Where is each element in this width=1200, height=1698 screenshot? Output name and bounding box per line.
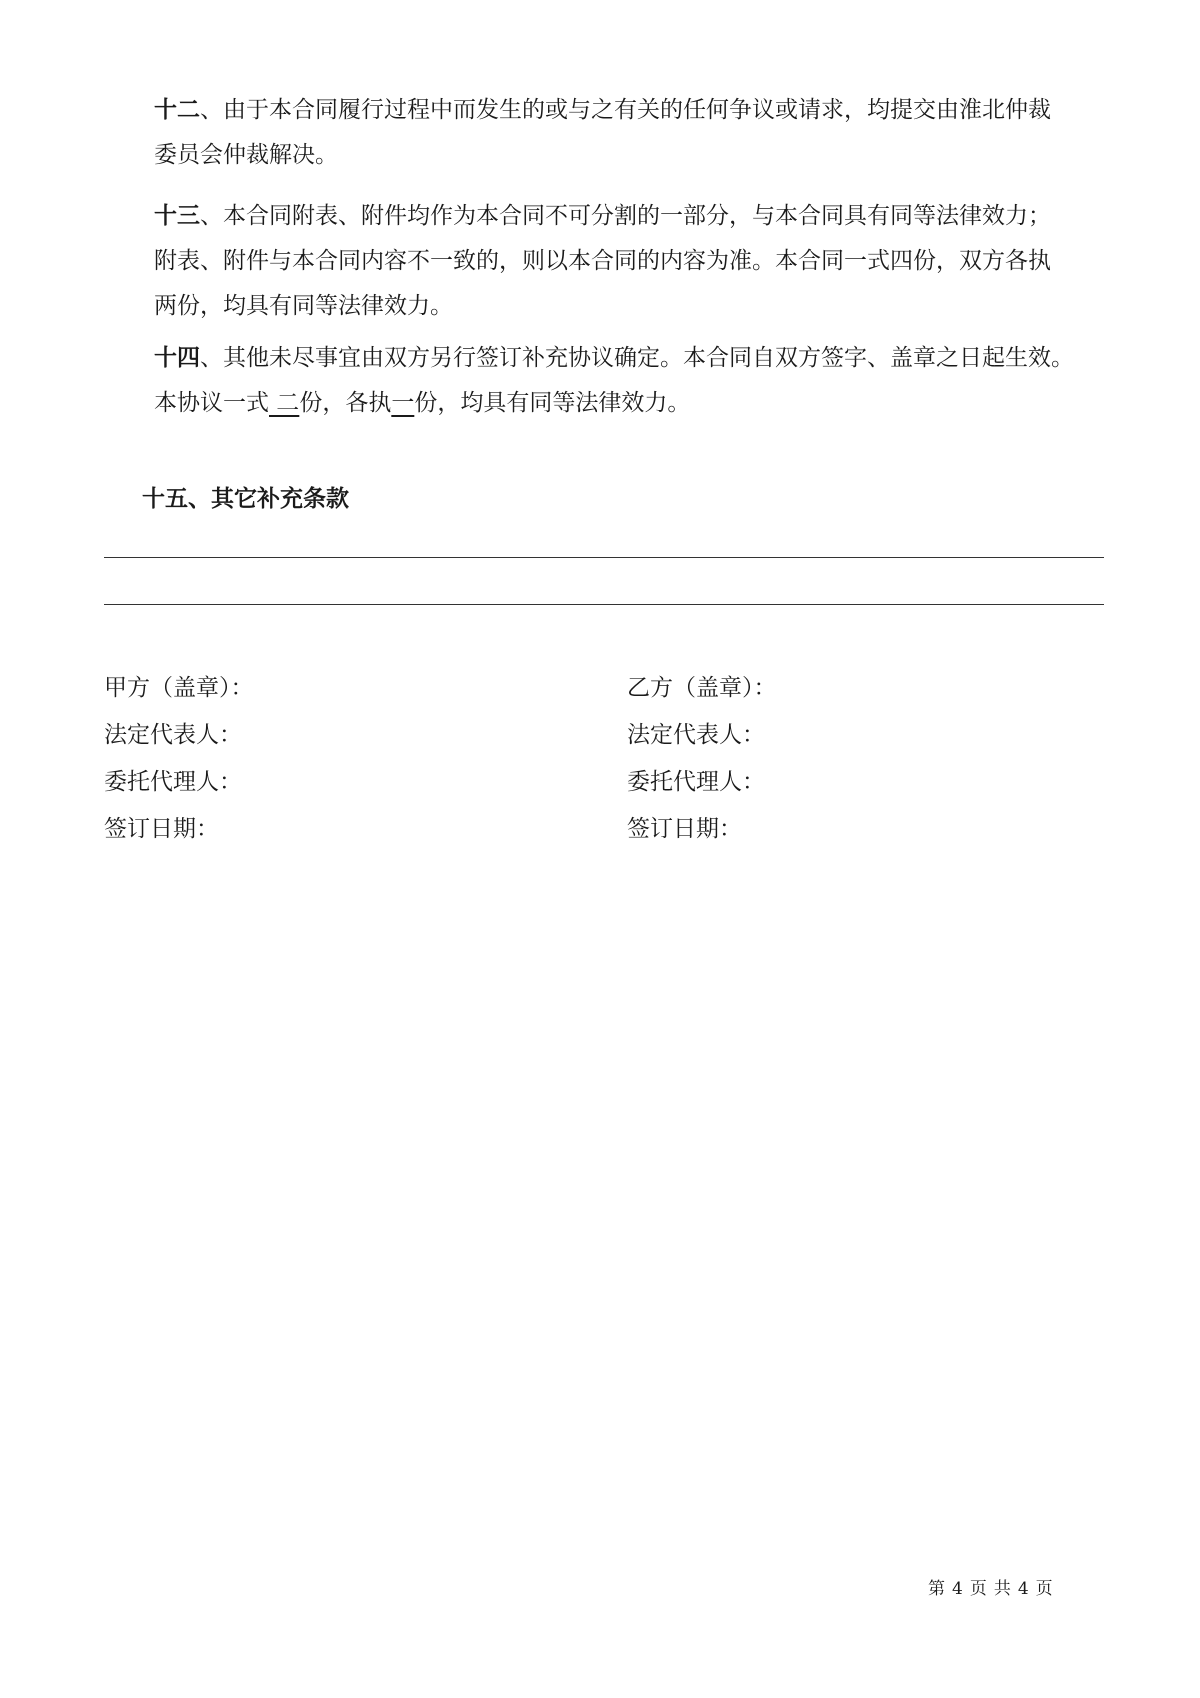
party-b-signature-block bbox=[627, 665, 777, 853]
supplement-line-2 bbox=[104, 604, 1104, 605]
clause-12 bbox=[154, 87, 1104, 178]
clause-14 bbox=[154, 335, 1104, 426]
section-15-title: 十五、其它补充条款 bbox=[142, 485, 349, 512]
clause-13-text-end: 两份，均具有同等法律效力。 bbox=[154, 293, 453, 319]
clause-13 bbox=[154, 193, 1104, 329]
clause-12-lead: 十二 bbox=[154, 96, 200, 123]
clause-13-text: 、本合同附表、附件均作为本合同不可分割的一部分，与本合同具有同等法律效力； bbox=[200, 203, 1051, 229]
current-page-number: 4 bbox=[952, 1579, 963, 1599]
party-b-date-label: 签订日期： bbox=[627, 816, 742, 842]
copies-effect-text: 份，均具有同等法律效力。 bbox=[414, 390, 691, 416]
footer-word-di: 第 bbox=[928, 1579, 945, 1599]
party-a-agent-label: 委托代理人： bbox=[104, 769, 242, 795]
copies-each-text: 份，各执 bbox=[299, 390, 392, 416]
clause-13-lead: 十三 bbox=[154, 202, 200, 229]
party-a-seal-label: 甲方（盖章）： bbox=[104, 675, 254, 701]
clause-14-text: 、其他未尽事宜由双方另行签订补充协议确定。本合同自双方签字、盖章之日起生效。 bbox=[200, 345, 1074, 371]
party-a-signature-block bbox=[104, 665, 254, 853]
supplement-line-1 bbox=[104, 557, 1104, 558]
clause-12-text-cont: 委员会仲裁解决。 bbox=[154, 142, 338, 168]
footer-word-ye: 页 bbox=[969, 1579, 987, 1599]
party-b-seal-label: 乙方（盖章）： bbox=[627, 675, 777, 701]
party-b-agent-label: 委托代理人： bbox=[627, 769, 765, 795]
copies-total-blank: 二 bbox=[269, 390, 300, 416]
party-a-legal-rep-label: 法定代表人： bbox=[104, 722, 242, 748]
page-number-footer bbox=[928, 1574, 1060, 1599]
party-b-legal-rep-label: 法定代表人： bbox=[627, 722, 765, 748]
footer-word-gong: 共 bbox=[993, 1579, 1011, 1599]
clause-14-lead: 十四 bbox=[154, 344, 200, 371]
clause-13-text-cont: 附表、附件与本合同内容不一致的，则以本合同的内容为准。本合同一式四份，双方各执 bbox=[154, 248, 1051, 274]
copies-text: 本协议一式 bbox=[154, 390, 269, 416]
total-pages-number: 4 bbox=[1017, 1579, 1029, 1599]
footer-word-ye-2: 页 bbox=[1035, 1579, 1053, 1599]
clause-12-text: 、由于本合同履行过程中而发生的或与之有关的任何争议或请求，均提交由淮北仲裁 bbox=[200, 97, 1051, 123]
party-a-date-label: 签订日期： bbox=[104, 816, 219, 842]
copies-each-blank: 一 bbox=[391, 390, 415, 416]
